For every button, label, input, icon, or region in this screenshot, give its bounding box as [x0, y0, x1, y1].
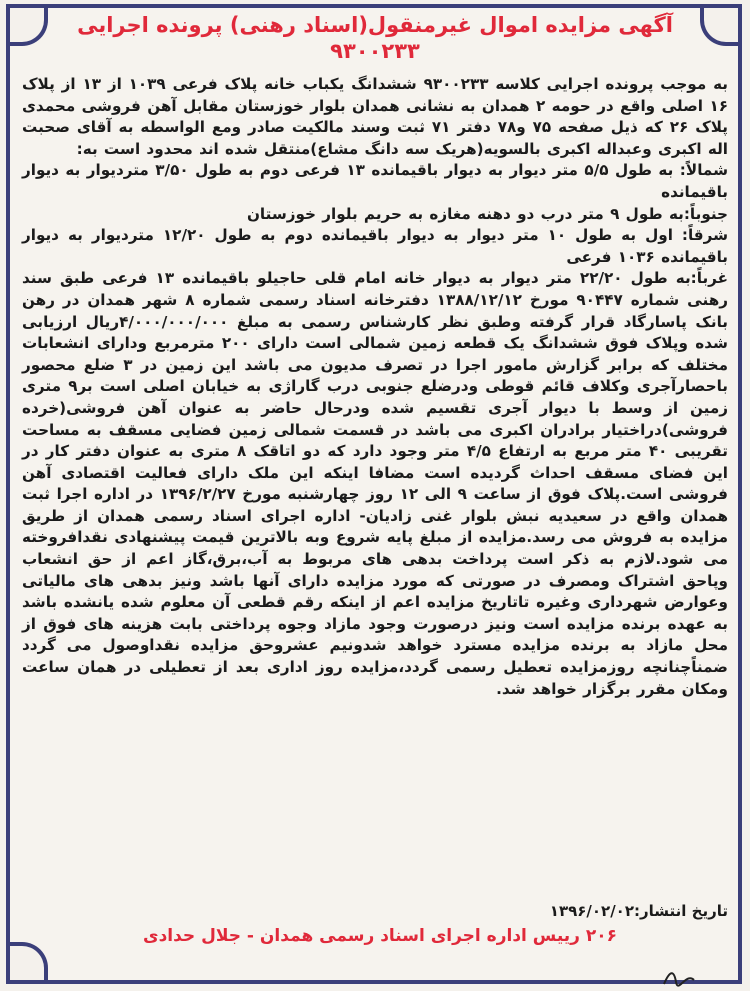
notice-paragraph-south: جنوباً:به طول ۹ متر درب دو دهنه مغازه به حریم بلوار خوزستان	[246, 204, 728, 223]
frame-corner-bottom-left	[10, 942, 48, 980]
signature-line: ۲۰۶ رییس اداره اجرای اسناد رسمی همدان - جلال حدادی	[142, 926, 617, 946]
notice-case-number: ۹۳۰۰۲۳۳	[330, 39, 420, 63]
frame-corner-top-left	[10, 8, 48, 46]
notice-paragraph-west-and-terms: غرباً:به طول ۲۲/۲۰ متر دیوار به دیوار خانه امام قلی حاجیلو باقیمانده ۱۳ فرعی طبق سند رهنی شماره ۹۰۴۴۷ مورخ ۱۳۸۸/۱۲/۱۲ دفترخانه اسناد رسمی شماره ۸ شهر همدان در رهن بانک پاسارگاد قرار گرفته وطبق نظر کارشناس رسمی به مبلغ ۴/۰۰۰/۰۰۰/۰۰۰ریال ارزیابی شده وپلاک فوق ششدانگ یک قطعه زمین شمالی است دارای ۲۰۰ مترمربع ودارای انشعابات مختلف که برابر گزارش مامور اجرا در تصرف مدیون می باشد این زمین در ۳ ضلع محصور باحصارآجری وکلاف قائم قوطی ودرضلع جنوبی درب گاراژی به خیابان اصلی است بر۹ متری زمین از وسط با دیوار آجری تقسیم شده ودرحال حاضر به عنوان آهن فروشی(خرده فروشی)دراختیار برادران اکبری می باشد در قسمت شمالی زمین فضایی مسقف به مساحت تقریبی ۴۰ متر مربع به ارتفاع ۴/۵ متر وجود دارد که دو اتاقک ۸ متری به عنوان دفتر کار در این فضای مسقف احداث گردیده است مضافا اینکه این ملک دارای فعالیت اقتصادی آهن فروشی است.پلاک فوق از ساعت ۹ الی ۱۲ روز چهارشنبه مورخ ۱۳۹۶/۲/۲۷ در اداره اجرا ثبت همدان واقع در سعیدیه نبش بلوار غنی زادیان- اداره اجرای اسناد رسمی همدان از طریق مزایده به فروش می رسد.مزایده از مبلغ پایه شروع وبه بالاترین قیمت پیشنهادی نقدافروخته می شود.لازم به ذکر است پرداخت بدهی های مربوط به آب،برق،گاز اعم از حق انشعاب وپاحق اشتراک ومصرف در صورتی که مورد مزایده دارای آنها باشد ونیز بدهی های مالیاتی وعوارض شهرداری وغیره تاتاریخ مزایده اعم از اینکه رقم قطعی آن معلوم شده یانشده باشد به عهده برنده مزایده است ونیز درصورت وجود مازاد وجوه پرداختی بابت هزینه های فوق از محل مازاد به برنده مزایده مسترد خواهد شدونیم عشروحق مزایده نقداوصول می گردد ضمناًچنانچه روزمزایده تعطیل رسمی گردد،مزایده روز اداری بعد از تعطیلی در همان ساعت ومکان مقرر برگزار خواهد شد.	[22, 269, 729, 698]
notice-paragraph-north: شمالاً: به طول ۵/۵ متر دیوار به دیوار باقیمانده ۱۳ فرعی دوم به طول ۳/۵۰ متردیوار به دیوار باقیمانده	[22, 161, 729, 201]
notice-paragraph-east: شرقاً: اول به طول ۱۰ متر دیوار به دیوار باقیمانده دوم به طول ۱۲/۲۰ متردیوار به دیوار باقیمانده ۱۰۳۶ فرعی	[22, 226, 728, 266]
pen-scribble-icon	[660, 966, 700, 988]
notice-body	[22, 74, 728, 700]
notice-title-line1: آگهی مزایده اموال غیرمنقول(اسناد رهنی) پرونده اجرایی	[77, 13, 673, 37]
frame-corner-top-right	[700, 8, 738, 46]
publish-date: تاریخ انتشار:۱۳۹۶/۰۲/۰۲	[549, 902, 728, 920]
notice-title	[50, 12, 700, 64]
notice-paragraph-intro: به موجب پرونده اجرایی کلاسه ۹۳۰۰۲۳۳ ششدانگ یکباب خانه پلاک فرعی ۱۰۳۹ از ۱۳ از پلاک ۱۶ اصلی واقع در حومه ۲ همدان به نشانی همدان بلوار خوزستان مقابل آهن فروشی محمدی پلاک ۲۶ که ذیل صفحه ۷۵ و۷۸ دفتر ۷۱ ثبت وسند مالکیت صادر ومع الواسطه به آقای صحبت اله اکبری وعبداله اکبری بالسویه(هریک سه دانگ مشاع)منتقل شده اند محدود است به:	[22, 75, 728, 158]
